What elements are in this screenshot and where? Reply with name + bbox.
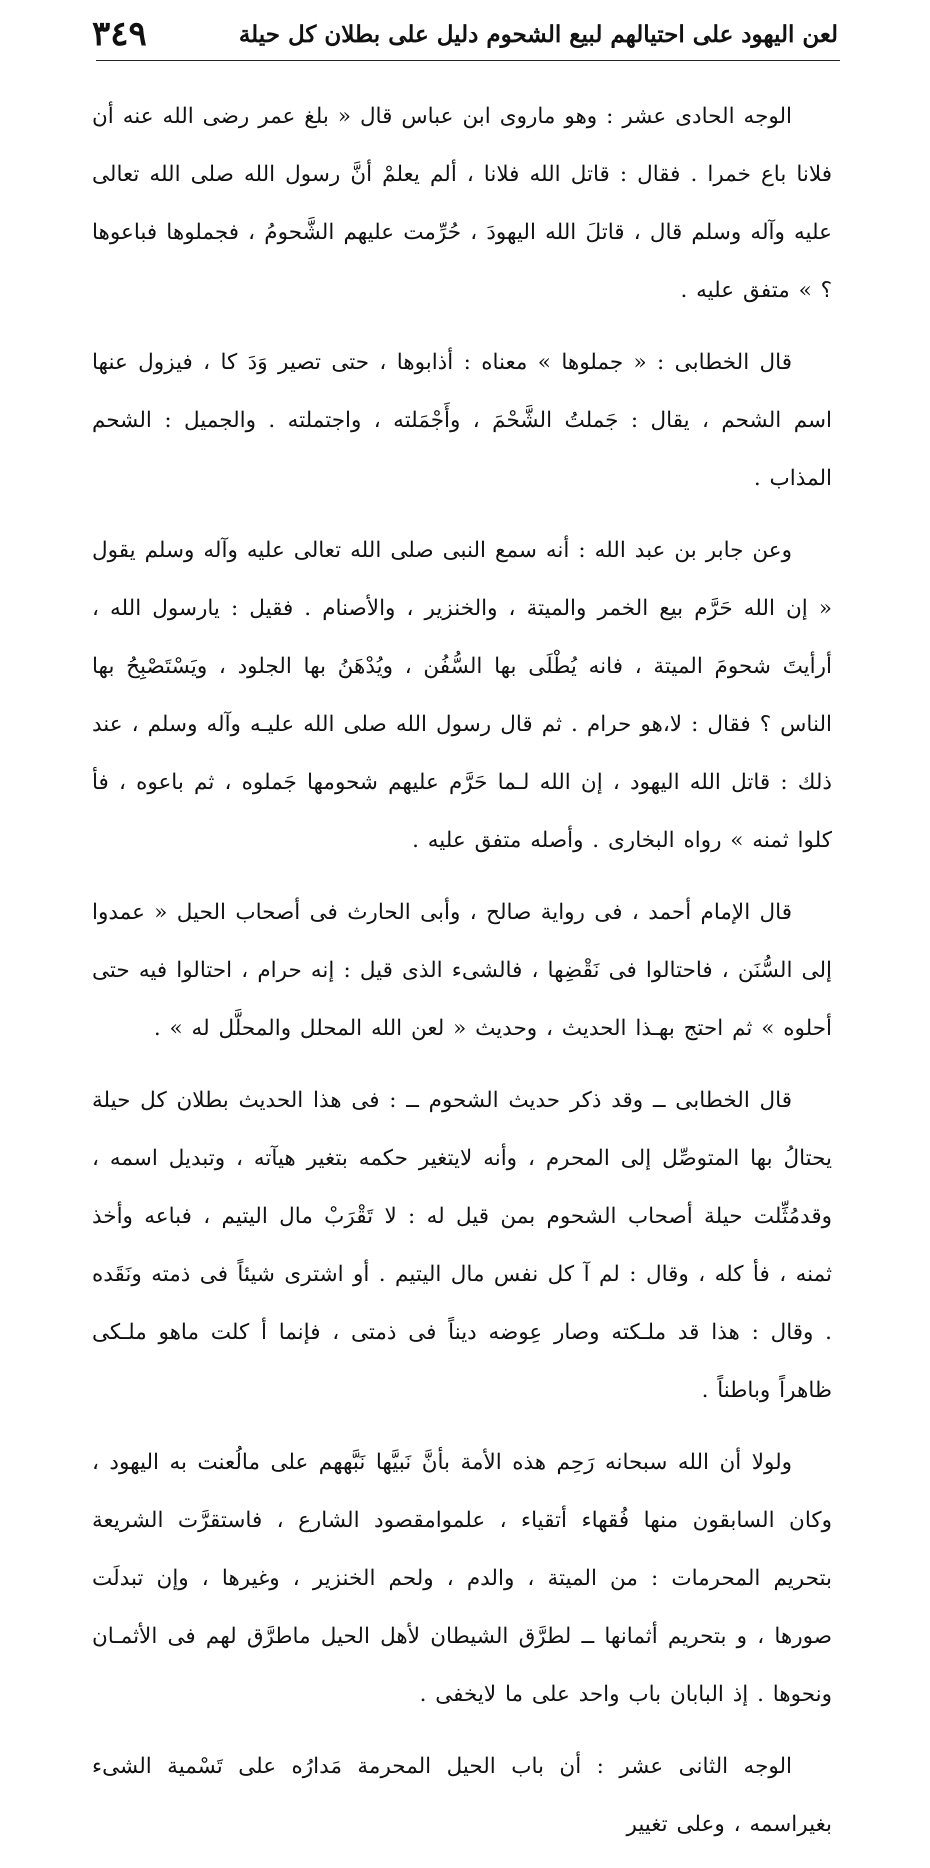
paragraph-1: الوجه الحادى عشر : وهو ماروى ابن عباس قال « بلغ عمر رضى الله عنه أن فلانا باع خمرا . فقال : قاتل الله فلانا ، ألم يعلمْ أنَّ رسول الله صلى الله تعالى عليه وآله وسلم قال ، قاتلَ الله اليهودَ ، حُرِّمت عليهم الشَّحومُ ، فجملوها فباعوها ؟ » متفق عليه . — [92, 104, 832, 303]
paragraph-5: قال الخطابى ــ وقد ذكر حديث الشحوم ــ : فى هذا الحديث بطلان كل حيلة يحتالُ بها المتوصِّل إلى المحرم ، وأنه لايتغير حكمه بتغير هيآته ، وتبديل اسمه ، وقدمُثِّلت حيلة أصحاب الشحوم بمن قيل له : لا تَقْرَبْ مال اليتيم ، فباعه وأخذ ثمنه ، فأ كله ، وقال : لم آ كل نفس مال اليتيم . أو اشترى شيئاً فى ذمته ونَقَده . وقال : هذا قد ملـكته وصار عِوضه ديناً فى ذمتى ، فإنما أ كلت ماهو ملـكى ظاهراً وباطناً . — [92, 1088, 832, 1403]
page-number: ٣٤٩ — [92, 14, 147, 54]
paragraph-3: وعن جابر بن عبد الله : أنه سمع النبى صلى الله تعالى عليه وآله وسلم يقول « إن الله حَرَّم بيع الخمر والميتة ، والخنزير ، والأصنام . فقيل : يارسول الله ، أرأيتَ شحومَ الميتة ، فانه يُطْلَى بها السُّفُن ، ويُدْهَنُ بها الجلود ، ويَسْتَصْبِحُ بها الناس ؟ فقال : لا،هو حرام . ثم قال رسول الله صلى الله عليـه وآله وسلم ، عند ذلك : قاتل الله اليهود ، إن الله لـما حَرَّم عليهم شحومها جَملوه ، ثم باعوه ، فأ كلوا ثمنه » رواه البخارى . وأصله متفق عليه . — [92, 538, 832, 853]
paragraph-4: قال الإمام أحمد ، فى رواية صالح ، وأبى الحارث فى أصحاب الحيل « عمدوا إلى السُّنَن ، فاحتالوا فى نَقْضِها ، فالشىء الذى قيل : إنه حرام ، احتالوا فيه حتى أحلوه » ثم احتج بهـذا الحديث ، وحديث « لعن الله المحلل والمحلَّل له » . — [92, 900, 832, 1041]
paragraph-6: ولولا أن الله سبحانه رَحِم هذه الأمة بأنَّ نَبيَّها نَبَّههم على مالُعنت به اليهود ، وكان السابقون منها فُقهاء أتقياء ، علموامقصود الشارع ، فاستقرَّت الشريعة بتحريم المحرمات : من الميتة ، والدم ، ولحم الخنزير ، وغيرها ، وإن تبدلَت صورها ، و بتحريم أثمانها ــ لطرَّق الشيطان لأهل الحيل ماطرَّق لهم فى الأثمـان ونحوها . إذ البابان باب واحد على ما لايخفى . — [92, 1450, 832, 1707]
paragraph-2: قال الخطابى : « جملوها » معناه : أذابوها ، حتى تصير وَدَ كا ، فيزول عنها اسم الشحم ، يقال : جَملتُ الشَّحْمَ ، وأَجْمَلته ، واجتملته . والجميل : الشحم المذاب . — [92, 350, 832, 491]
paragraph-7: الوجه الثانى عشر : أن باب الحيل المحرمة مَدارُه على تَسْمية الشىء بغيراسمه ، وعلى تغيير — [92, 1754, 832, 1837]
body-text — [92, 88, 832, 1868]
header-rule — [96, 60, 840, 61]
page-header — [92, 8, 838, 60]
running-title: لعن اليهود على احتيالهم لبيع الشحوم دليل على بطلان كل حيلة — [238, 20, 838, 48]
